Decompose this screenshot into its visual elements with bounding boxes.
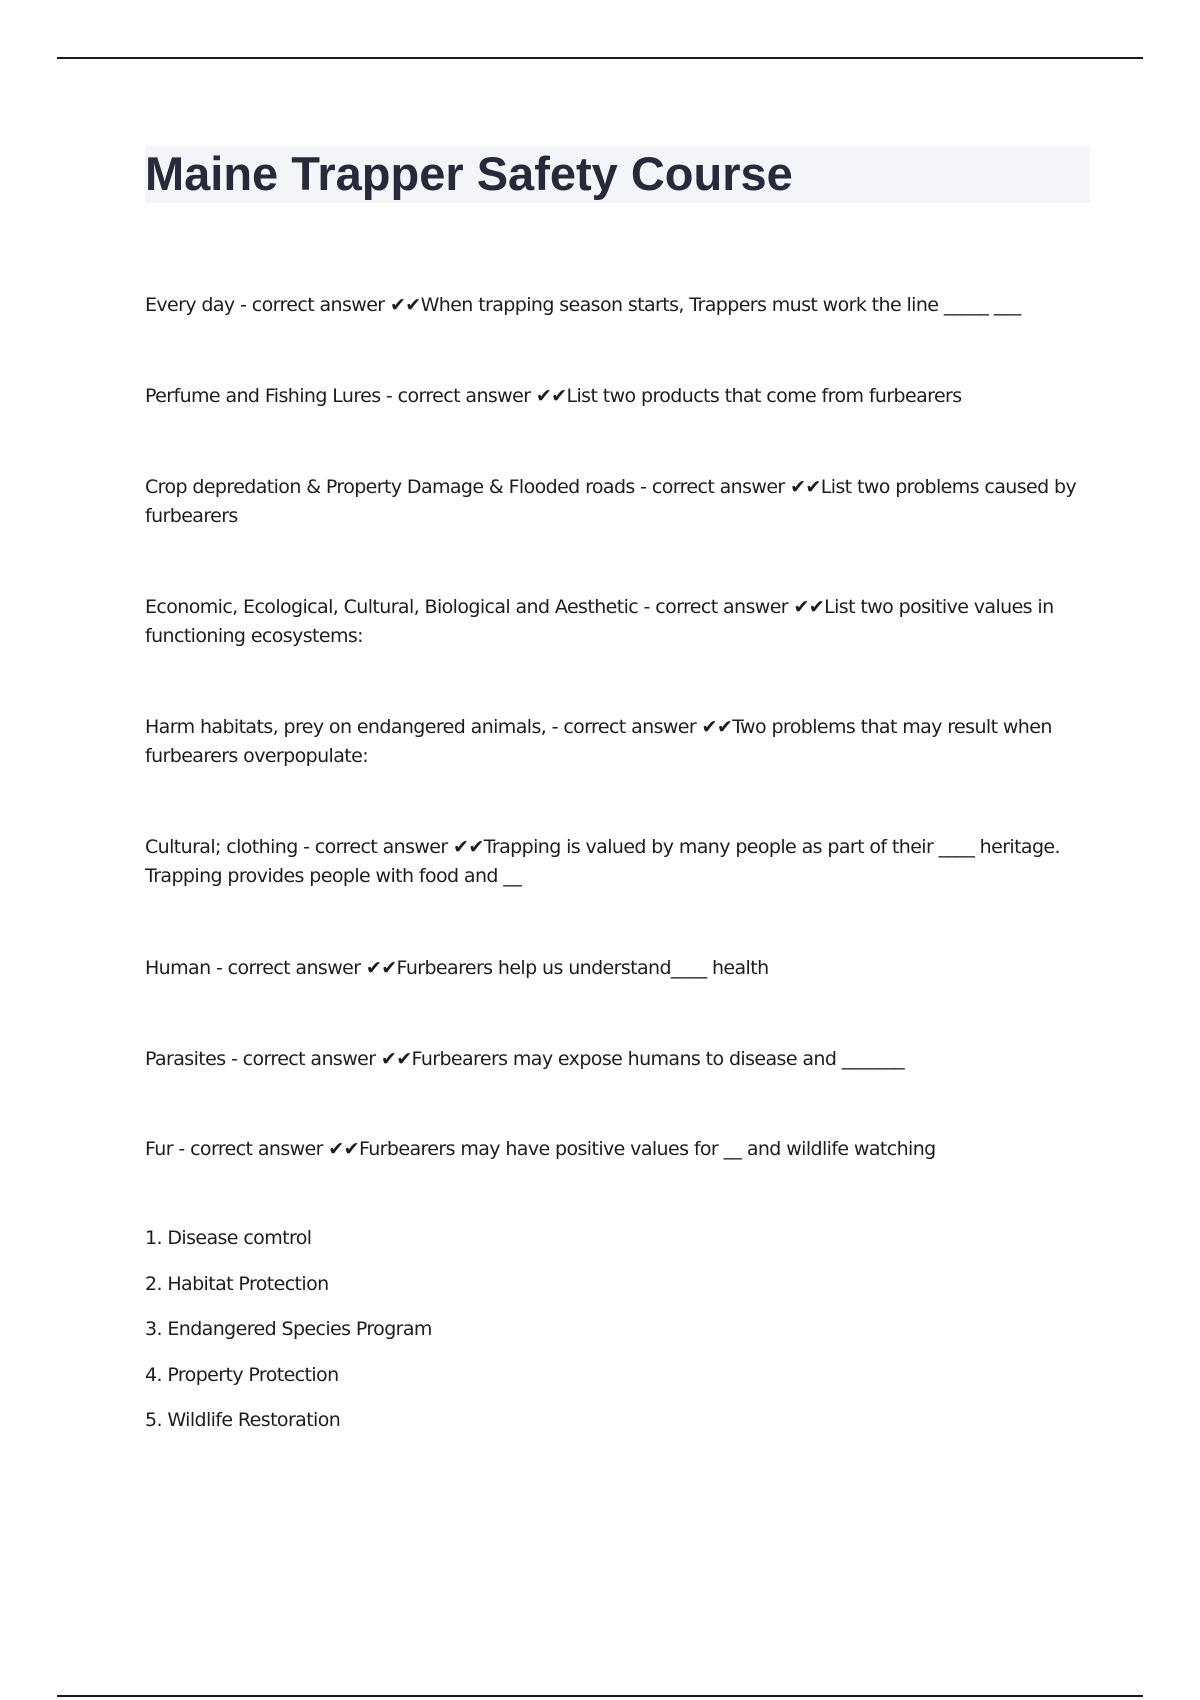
qa-item: Every day - correct answer ✔✔When trapping season starts, Trappers must work the line _____ ___ bbox=[145, 294, 1021, 316]
document-title: Maine Trapper Safety Course bbox=[145, 147, 793, 200]
list-item: 4. Property Protection bbox=[145, 1363, 339, 1386]
qa-item: Harm habitats, prey on endangered animals, - correct answer ✔✔Two problems that may result when furbearers overpopulate: bbox=[145, 716, 1052, 767]
list-item: 2. Habitat Protection bbox=[145, 1272, 329, 1295]
bottom-rule bbox=[57, 1695, 1143, 1697]
qa-item: Human - correct answer ✔✔Furbearers help us understand____ health bbox=[145, 957, 769, 979]
qa-item: Crop depredation & Property Damage & Flooded roads - correct answer ✔✔List two problems caused by furbearers bbox=[145, 476, 1077, 527]
numbered-list bbox=[145, 1224, 432, 1452]
qa-item: Economic, Ecological, Cultural, Biological and Aesthetic - correct answer ✔✔List two positive values in functioning ecosystems: bbox=[145, 596, 1054, 647]
list-item: 1. Disease comtrol bbox=[145, 1227, 312, 1249]
qa-item: Parasites - correct answer ✔✔Furbearers may expose humans to disease and _______ bbox=[145, 1048, 905, 1070]
list-item: 3. Endangered Species Program bbox=[145, 1318, 432, 1340]
list-item: 5. Wildlife Restoration bbox=[145, 1409, 341, 1431]
qa-item: Cultural; clothing - correct answer ✔✔Trapping is valued by many people as part of their ____ heritage. Trapping provides people with food and __ bbox=[145, 836, 1060, 887]
qa-item: Fur - correct answer ✔✔Furbearers may have positive values for __ and wildlife watching bbox=[145, 1138, 936, 1160]
top-rule bbox=[57, 57, 1143, 59]
qa-item: Perfume and Fishing Lures - correct answer ✔✔List two products that come from furbearers bbox=[145, 385, 962, 407]
